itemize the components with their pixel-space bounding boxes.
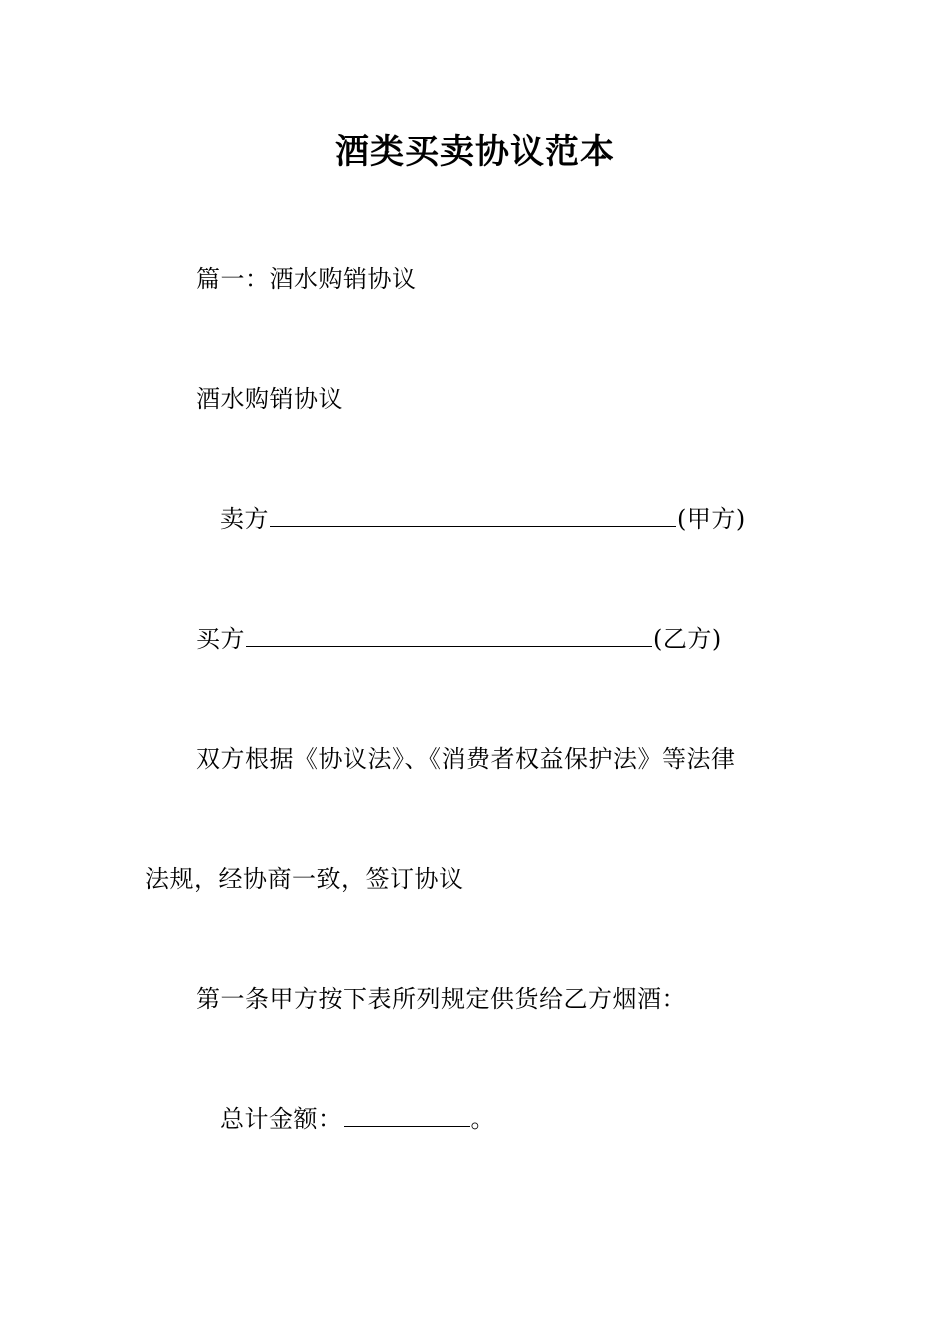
buyer-blank (246, 622, 652, 647)
buyer-suffix: (乙方) (653, 625, 722, 653)
document-title: 酒类买卖协议范本 (335, 132, 615, 172)
buyer-line (196, 622, 722, 656)
paragraph-line: 法规，经协商一致，签订协议 (145, 865, 464, 893)
paragraph-line: 双方根据《协议法》、《消费者权益保护法》等法律 (196, 745, 736, 773)
seller-line (220, 502, 746, 536)
seller-label: 卖方 (220, 505, 269, 533)
total-label: 总计金额： (220, 1105, 343, 1133)
section-subtitle: 酒水购销协议 (196, 385, 343, 413)
seller-suffix: (甲方) (677, 505, 746, 533)
buyer-label: 买方 (196, 625, 245, 653)
total-suffix: 。 (470, 1105, 495, 1133)
chapter-heading: 篇一：酒水购销协议 (196, 265, 417, 293)
seller-blank (270, 502, 676, 527)
article-one: 第一条甲方按下表所列规定供货给乙方烟酒： (196, 985, 686, 1013)
total-blank (344, 1102, 470, 1127)
total-amount-line (220, 1102, 495, 1136)
